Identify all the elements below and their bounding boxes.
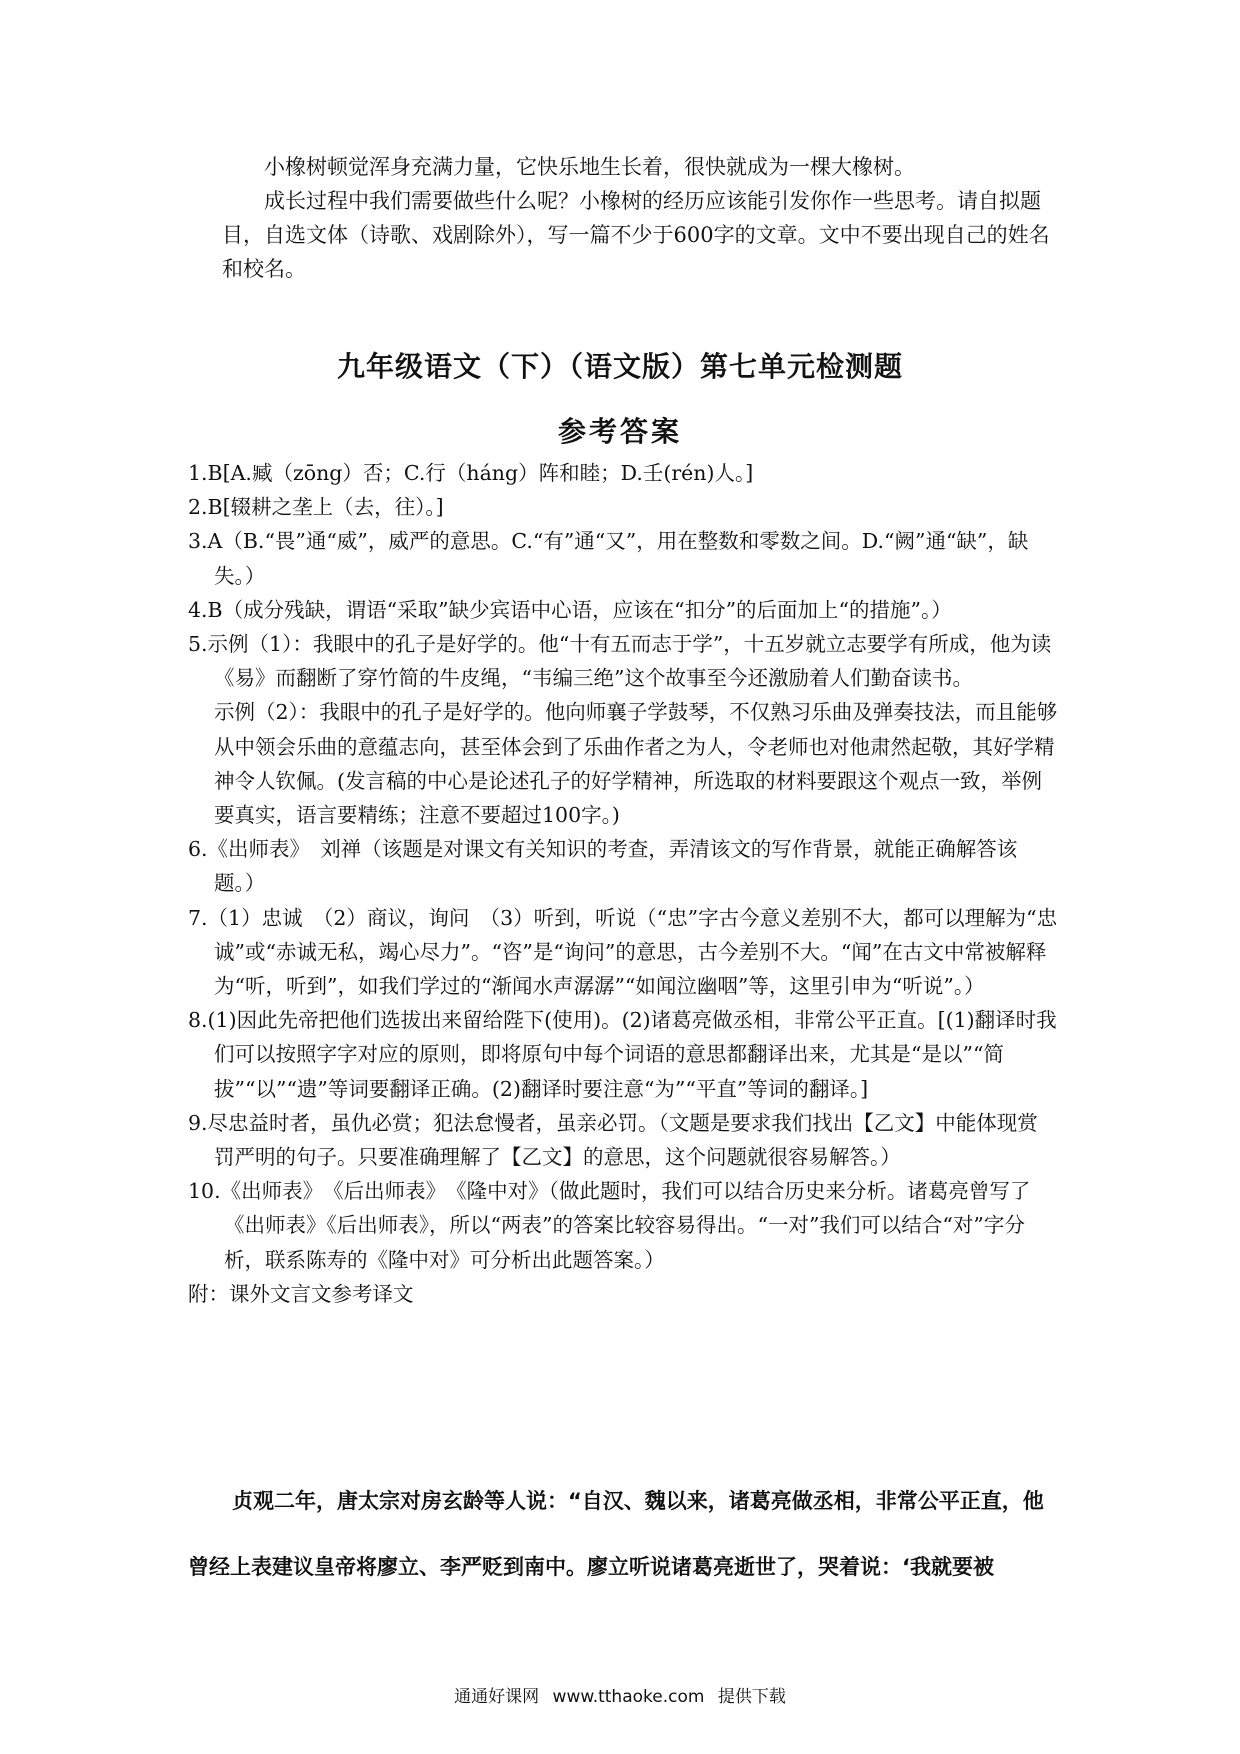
answer-7: 7.（1）忠诚 （2）商议，询问 （3）听到，听说（“忠”字古今意义差别不大，都可以理解为“忠诚”或“赤诚无私，竭心尽力”。“咨”是“询问”的意思，古今差别不大。“闻”在古文中常被解释为“听，听到”，如我们学过的“渐闻水声潺潺”“如闻泣幽咽”等，这里引申为“听说”。） <box>188 905 1058 999</box>
answer-4: 4.B（成分残缺，谓语“采取”缺少宾语中心语，应该在“扣分”的后面加上“的措施”。） <box>188 597 952 622</box>
page-title: 九年级语文（下）（语文版）第七单元检测题 <box>336 350 903 383</box>
answer-3: 3.A（B.“畏”通“威”，威严的意思。C.“有”通“又”，用在整数和零数之间。D.“阙”通“缺”，缺失。） <box>188 529 1029 588</box>
answer-8: 8.(1)因此先帝把他们选拔出来留给陛下(使用)。(2)诸葛亮做丞相，非常公平正直。[(1)翻译时我们可以按照字字对应的原则，即将原句中每个词语的意思都翻译出来，尤其是“是以”“简拔”“以”“遗”等词要翻译正确。(2)翻译时要注意“为”“平直”等词的翻译。] <box>188 1008 1057 1101</box>
answer-5-example-2: 示例（2）：我眼中的孔子是好学的。他向师襄子学鼓琴，不仅熟习乐曲及弹奏技法，而且能够从中领会乐曲的意蕴志向，甚至体会到了乐曲作者之为人，令老师也对他肃然起敬，其好学精神令人钦佩。(发言稿的中心是论述孔子的好学精神，所选取的材料要跟这个观点一致，举例要真实，语言要精练；注意不要超过100字。) <box>214 700 1058 828</box>
answer-5: 5.示例（1）：我眼中的孔子是好学的。他“十有五而志于学”，十五岁就立志要学有所成，他为读《易》而翻断了穿竹简的牛皮绳，“韦编三绝”这个故事至今还激励着人们勤奋读书。 <box>188 632 1052 691</box>
essay-prompt-paragraph-1: 小橡树顿觉浑身充满力量，它快乐地生长着，很快就成为一棵大橡树。 <box>264 155 915 179</box>
answer-9: 9.尽忠益时者，虽仇必赏；犯法怠慢者，虽亲必罚。（文题是要求我们找出【乙文】中能体现赏罚严明的句子。只要准确理解了【乙文】的意思，这个问题就很容易解答。） <box>188 1110 1038 1170</box>
answer-list <box>188 456 1058 1311</box>
translation-text: 贞观二年，唐太宗对房玄龄等人说：“自汉、魏以来，诸葛亮做丞相，非常公平正直，他曾经上表建议皇帝将廖立、李严贬到南中。廖立听说诸葛亮逝世了，哭着说：‘我就要被 <box>188 1489 1044 1579</box>
essay-prompt-paragraph-2: 成长过程中我们需要做些什么呢？小橡树的经历应该能引发你作一些思考。请自拟题目，自选文体（诗歌、戏剧除外），写一篇不少于600字的文章。文中不要出现自己的姓名和校名。 <box>222 189 1050 281</box>
footer-site-name: 通通好课网 <box>454 1687 540 1707</box>
essay-prompt <box>222 150 1058 286</box>
footer-url[interactable]: www.tthaoke.com <box>552 1687 705 1707</box>
page-subtitle: 参考答案 <box>557 415 682 448</box>
answer-1: 1.B[A.臧（zōng）否；C.行（háng）阵和睦；D.壬(rén)人。] <box>188 461 754 485</box>
appendix-heading: 附：课外文言文参考译文 <box>188 1281 414 1306</box>
footer-note: 提供下载 <box>717 1687 786 1707</box>
answer-10: 10.《出师表》 《后出师表》 《隆中对》（做此题时，我们可以结合历史来分析。诸葛亮曾写了《出师表》《后出师表》，所以“两表”的答案比较容易得出。“一对”我们可以结合“对”字分析，联系陈寿的《隆中对》可分析出此题答案。） <box>188 1179 1031 1272</box>
answer-6: 6.《出师表》 刘禅（该题是对课文有关知识的考查，弄清该文的写作背景，就能正确解答该题。） <box>188 837 1018 896</box>
page-footer <box>0 1682 1240 1707</box>
answer-2: 2.B[辍耕之垄上（去，往）。] <box>188 495 444 520</box>
